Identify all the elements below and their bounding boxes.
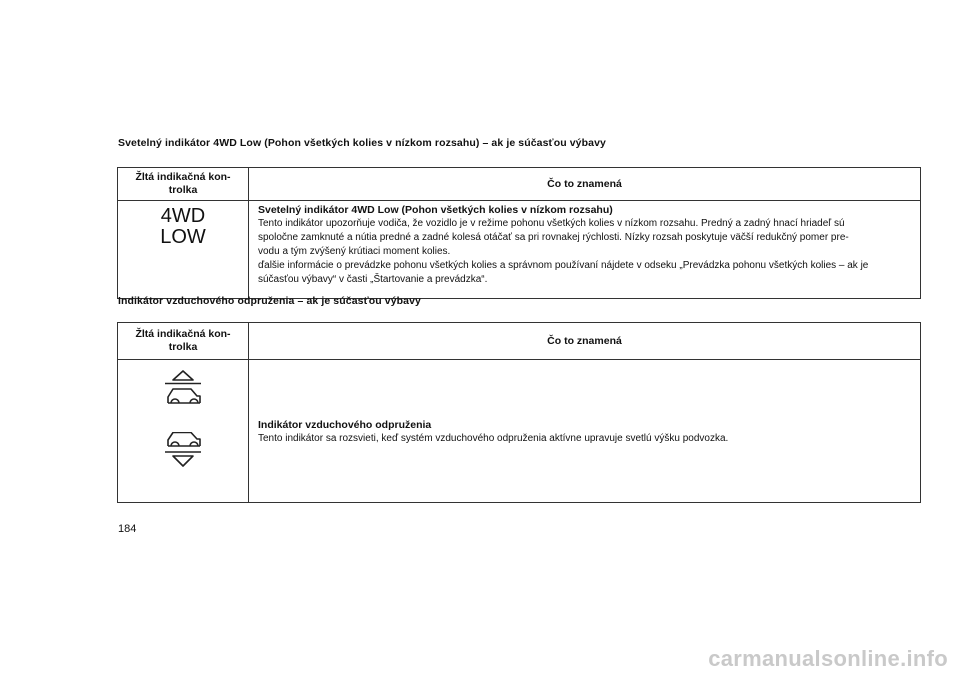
header-indicator	[118, 323, 249, 360]
indicator-cell	[118, 360, 249, 503]
header-meaning	[249, 323, 921, 360]
page-number: 184	[118, 523, 137, 535]
table-header-row	[118, 168, 921, 201]
header-indicator-text: Žltá indikačná kon- trolka	[135, 171, 231, 196]
meaning-cell	[249, 201, 921, 299]
4wd-low-icon-line1: 4WD	[160, 205, 206, 227]
header-indicator-text: Žltá indikačná kon- trolka	[135, 328, 231, 353]
header-meaning-text: Čo to znamená	[547, 334, 622, 347]
table-header-row	[118, 323, 921, 360]
indicator-table-4wd-low	[117, 167, 921, 299]
row-line: Tento indikátor upozorňuje vodiča, že vozidlo je v režime pohonu všetkých kolies v nízkom rozsahu. Predný a zadný hnací hriadeľ sú	[258, 218, 845, 229]
indicator-cell	[118, 201, 249, 299]
header-meaning-text: Čo to znamená	[547, 177, 622, 190]
indicator-table-air-suspension	[117, 322, 921, 503]
row-text: Tento indikátor sa rozsvieti, keď systém vzduchového odpruženia aktívne upravuje svetlú výšku podvozka.	[258, 433, 729, 444]
row-line: súčasťou výbavy“ v časti „Štartovanie a prevádzka“.	[258, 274, 488, 285]
row-title: Indikátor vzduchového odpruženia	[258, 419, 432, 431]
header-indicator	[118, 168, 249, 201]
row-line: ďalšie informácie o prevádzke pohonu všetkých kolies a správnom používaní nájdete v odseku „Prevádzka pohonu všetkých kolies – ak je	[258, 260, 869, 271]
row-line: spoločne zamknuté a nútia predné a zadné kolesá otáčať sa pri rovnakej rýchlosti. Nízky rozsah poskytuje väčší redukčný pomer pre-	[258, 232, 849, 243]
section-heading-air-suspension: Indikátor vzduchového odpruženia – ak je súčasťou výbavy	[118, 295, 421, 307]
row-paragraph-1	[258, 217, 916, 259]
header-meaning	[249, 168, 921, 201]
suspension-raise-icon	[153, 370, 213, 406]
row-title: Svetelný indikátor 4WD Low (Pohon všetkých kolies v nízkom rozsahu)	[258, 204, 613, 216]
row-line: vodu a tým zvýšený krútiaci moment kolies.	[258, 246, 451, 257]
4wd-low-icon	[160, 206, 206, 248]
suspension-lower-icon	[153, 432, 213, 468]
meaning-cell	[249, 360, 921, 503]
table-row	[118, 360, 921, 503]
4wd-low-icon-line2: LOW	[160, 226, 206, 248]
table-row	[118, 201, 921, 299]
section-heading-4wd-low: Svetelný indikátor 4WD Low (Pohon všetkých kolies v nízkom rozsahu) – ak je súčasťou výbavy	[118, 137, 606, 149]
row-paragraph-2	[258, 259, 916, 287]
watermark: carmanualsonline.info	[708, 646, 948, 671]
